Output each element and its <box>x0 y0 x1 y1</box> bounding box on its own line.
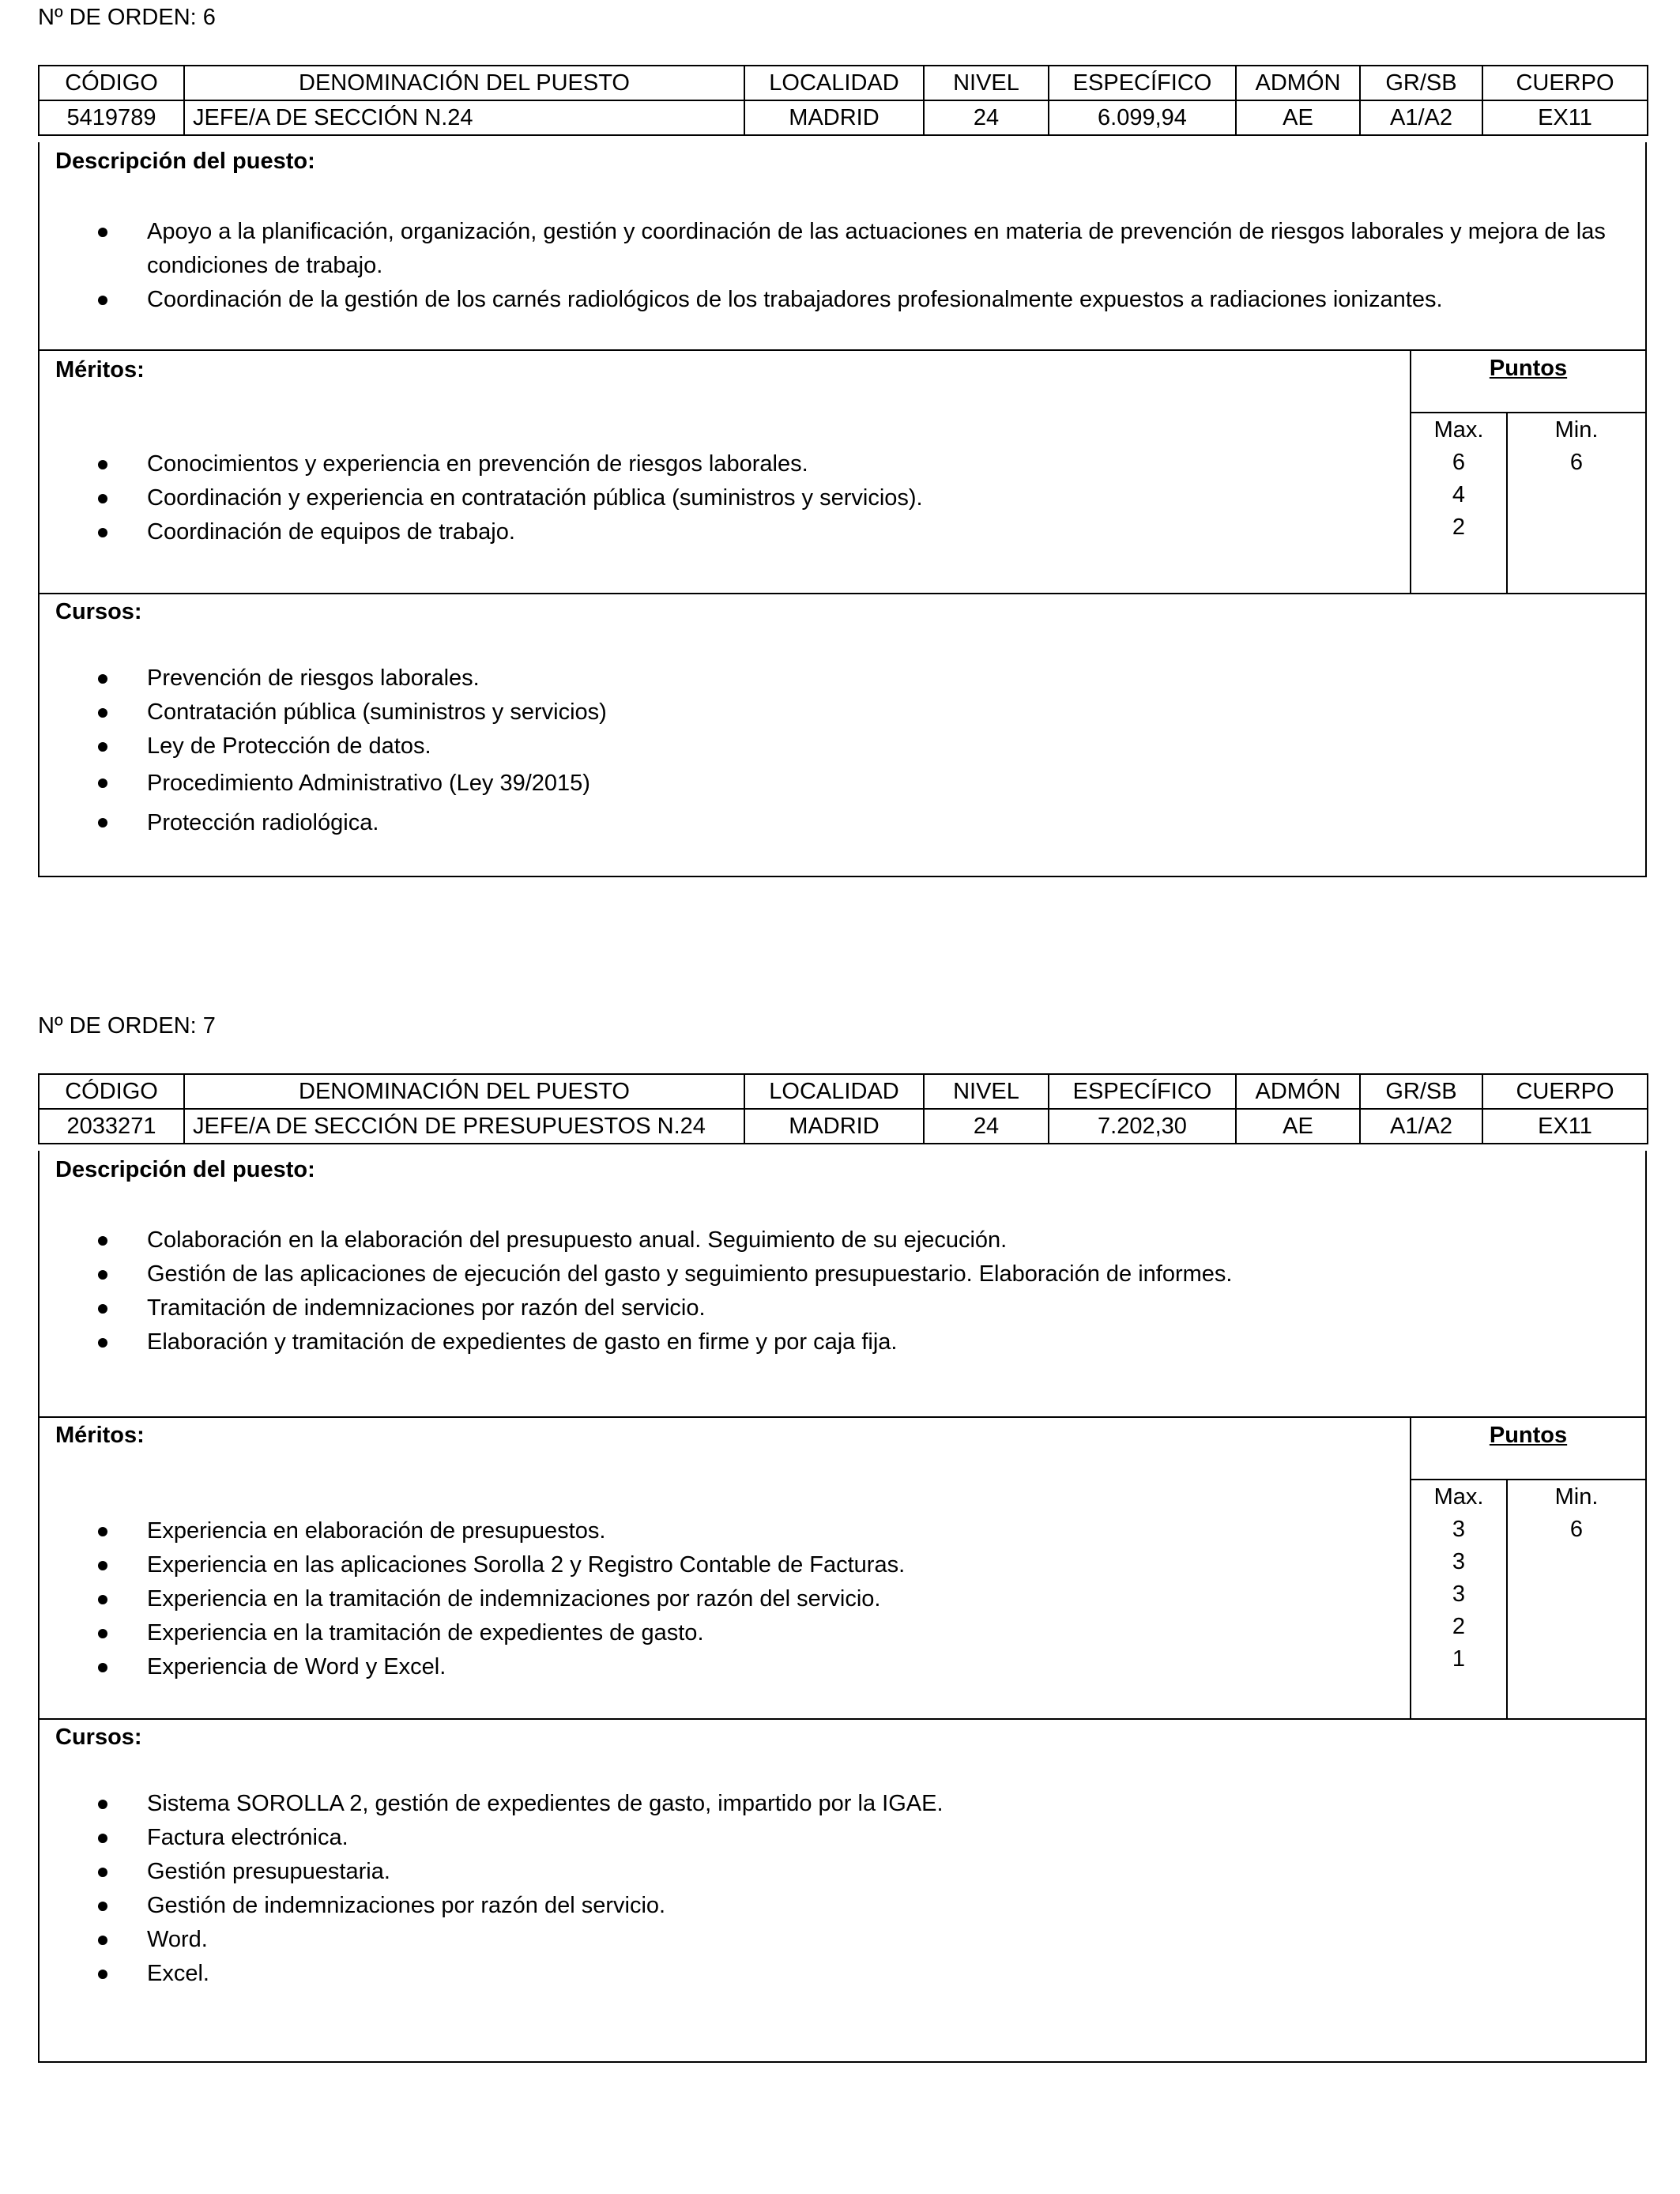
bullet-icon <box>98 1561 107 1570</box>
meritos-section <box>38 351 1647 594</box>
list-item: Ley de Protección de datos. <box>55 729 1628 763</box>
list-item: Experiencia en las aplicaciones Sorolla 2 y Registro Contable de Facturas. <box>55 1548 1399 1582</box>
bullet-icon <box>98 674 107 684</box>
denominacion-cell: JEFE/A DE SECCIÓN N.24 <box>184 100 744 135</box>
grsb-cell: A1/A2 <box>1360 100 1482 135</box>
descripcion-list <box>55 215 1628 317</box>
especifico-cell: 7.202,30 <box>1049 1109 1236 1144</box>
descripcion-section <box>38 142 1647 351</box>
table-row <box>39 100 1648 135</box>
list-item: Experiencia en la tramitación de indemnizaciones por razón del servicio. <box>55 1582 1399 1616</box>
list-item: Procedimiento Administrativo (Ley 39/2015) <box>55 763 1628 803</box>
order-number: Nº DE ORDEN: 7 <box>38 1013 216 1039</box>
puntos-column <box>1410 351 1645 593</box>
puntos-label: Puntos <box>1489 356 1568 381</box>
list-item: Coordinación de la gestión de los carnés radiológicos de los trabajadores profesionalmente expuestos a radiaciones ionizantes. <box>55 283 1628 317</box>
list-item: Colaboración en la elaboración del presupuesto anual. Seguimiento de su ejecución. <box>55 1223 1628 1257</box>
bullet-icon <box>98 1834 107 1843</box>
column-header: ESPECÍFICO <box>1049 66 1236 100</box>
cursos-section <box>38 594 1647 877</box>
cursos-list <box>55 1787 1628 1991</box>
list-item: Gestión de indemnizaciones por razón del servicio. <box>55 1889 1628 1923</box>
column-header: CUERPO <box>1482 66 1648 100</box>
list-item: Experiencia de Word y Excel. <box>55 1650 1399 1684</box>
puntos-label: Puntos <box>1489 1423 1568 1448</box>
bullet-icon <box>98 1338 107 1348</box>
list-item: Protección radiológica. <box>55 803 1628 843</box>
order-number: Nº DE ORDEN: 6 <box>38 5 216 30</box>
list-item: Gestión presupuestaria. <box>55 1855 1628 1889</box>
bullet-icon <box>98 228 107 237</box>
column-header: LOCALIDAD <box>744 66 924 100</box>
bullet-icon <box>98 1236 107 1246</box>
column-header: DENOMINACIÓN DEL PUESTO <box>184 66 744 100</box>
bullet-icon <box>98 708 107 718</box>
max-points: Max. 6 4 2 <box>1433 417 1484 540</box>
list-item: Apoyo a la planificación, organización, gestión y coordinación de las actuaciones en materia de prevención de riesgos laborales y mejora de las condiciones de trabajo. <box>55 215 1628 283</box>
list-item: Sistema SOROLLA 2, gestión de expedientes de gasto, impartido por la IGAE. <box>55 1787 1628 1821</box>
column-header: NIVEL <box>924 1074 1049 1109</box>
especifico-cell: 6.099,94 <box>1049 100 1236 135</box>
descripcion-list <box>55 1223 1628 1359</box>
meritos-label: Méritos: <box>55 1423 145 1448</box>
admon-cell: AE <box>1236 1109 1360 1144</box>
grsb-cell: A1/A2 <box>1360 1109 1482 1144</box>
list-item: Contratación pública (suministros y servicios) <box>55 696 1628 729</box>
bullet-icon <box>98 742 107 752</box>
column-header: DENOMINACIÓN DEL PUESTO <box>184 1074 744 1109</box>
cursos-list <box>55 662 1628 843</box>
meritos-label: Méritos: <box>55 357 145 383</box>
list-item: Experiencia en la tramitación de expedientes de gasto. <box>55 1616 1399 1650</box>
cursos-label: Cursos: <box>55 599 142 624</box>
bullet-icon <box>98 1527 107 1536</box>
max-points: Max. 3 3 3 2 1 <box>1433 1484 1484 1672</box>
list-item: Factura electrónica. <box>55 1821 1628 1855</box>
localidad-cell: MADRID <box>744 100 924 135</box>
divider <box>1411 412 1645 413</box>
column-header: ESPECÍFICO <box>1049 1074 1236 1109</box>
cursos-label: Cursos: <box>55 1725 142 1750</box>
column-header: GR/SB <box>1360 66 1482 100</box>
cuerpo-cell: EX11 <box>1482 1109 1648 1144</box>
list-item: Experiencia en elaboración de presupuestos. <box>55 1514 1399 1548</box>
codigo-cell: 5419789 <box>39 100 184 135</box>
position-table <box>38 65 1648 136</box>
column-header: CÓDIGO <box>39 1074 184 1109</box>
cuerpo-cell: EX11 <box>1482 100 1648 135</box>
min-points: Min. 6 <box>1554 1484 1599 1542</box>
bullet-icon <box>98 1868 107 1877</box>
list-item: Coordinación de equipos de trabajo. <box>55 515 1399 549</box>
meritos-section <box>38 1418 1647 1720</box>
cursos-section <box>38 1720 1647 2063</box>
list-item: Word. <box>55 1923 1628 1957</box>
column-header: ADMÓN <box>1236 66 1360 100</box>
column-header: GR/SB <box>1360 1074 1482 1109</box>
bullet-icon <box>98 1663 107 1672</box>
bullet-icon <box>98 1270 107 1280</box>
table-row <box>39 1109 1648 1144</box>
nivel-cell: 24 <box>924 1109 1049 1144</box>
table-header-row <box>39 1074 1648 1109</box>
list-item: Elaboración y tramitación de expedientes de gasto en firme y por caja fija. <box>55 1325 1628 1359</box>
bullet-icon <box>98 1936 107 1945</box>
bullet-icon <box>98 1595 107 1604</box>
bullet-icon <box>98 818 107 827</box>
meritos-list <box>55 1514 1399 1684</box>
column-header: CUERPO <box>1482 1074 1648 1109</box>
bullet-icon <box>98 1629 107 1638</box>
column-header: CÓDIGO <box>39 66 184 100</box>
bullet-icon <box>98 1970 107 1979</box>
bullet-icon <box>98 1902 107 1911</box>
list-item: Tramitación de indemnizaciones por razón del servicio. <box>55 1291 1628 1325</box>
bullet-icon <box>98 296 107 305</box>
position-table <box>38 1073 1648 1144</box>
list-item: Prevención de riesgos laborales. <box>55 662 1628 696</box>
localidad-cell: MADRID <box>744 1109 924 1144</box>
min-points: Min. 6 <box>1554 417 1599 475</box>
table-header-row <box>39 66 1648 100</box>
descripcion-section <box>38 1151 1647 1418</box>
nivel-cell: 24 <box>924 100 1049 135</box>
puntos-column <box>1410 1418 1645 1718</box>
descripcion-label: Descripción del puesto: <box>55 1157 315 1182</box>
bullet-icon <box>98 1800 107 1809</box>
bullet-icon <box>98 528 107 537</box>
list-item: Excel. <box>55 1957 1628 1991</box>
bullet-icon <box>98 460 107 469</box>
divider <box>1411 1479 1645 1480</box>
bullet-icon <box>98 1304 107 1314</box>
list-item: Coordinación y experiencia en contratación pública (suministros y servicios). <box>55 481 1399 515</box>
denominacion-cell: JEFE/A DE SECCIÓN DE PRESUPUESTOS N.24 <box>184 1109 744 1144</box>
column-header: ADMÓN <box>1236 1074 1360 1109</box>
descripcion-label: Descripción del puesto: <box>55 149 315 174</box>
admon-cell: AE <box>1236 100 1360 135</box>
column-header: NIVEL <box>924 66 1049 100</box>
column-header: LOCALIDAD <box>744 1074 924 1109</box>
bullet-icon <box>98 778 107 788</box>
codigo-cell: 2033271 <box>39 1109 184 1144</box>
list-item: Gestión de las aplicaciones de ejecución del gasto y seguimiento presupuestario. Elaboración de informes. <box>55 1257 1628 1291</box>
meritos-list <box>55 447 1399 549</box>
list-item: Conocimientos y experiencia en prevención de riesgos laborales. <box>55 447 1399 481</box>
bullet-icon <box>98 494 107 503</box>
